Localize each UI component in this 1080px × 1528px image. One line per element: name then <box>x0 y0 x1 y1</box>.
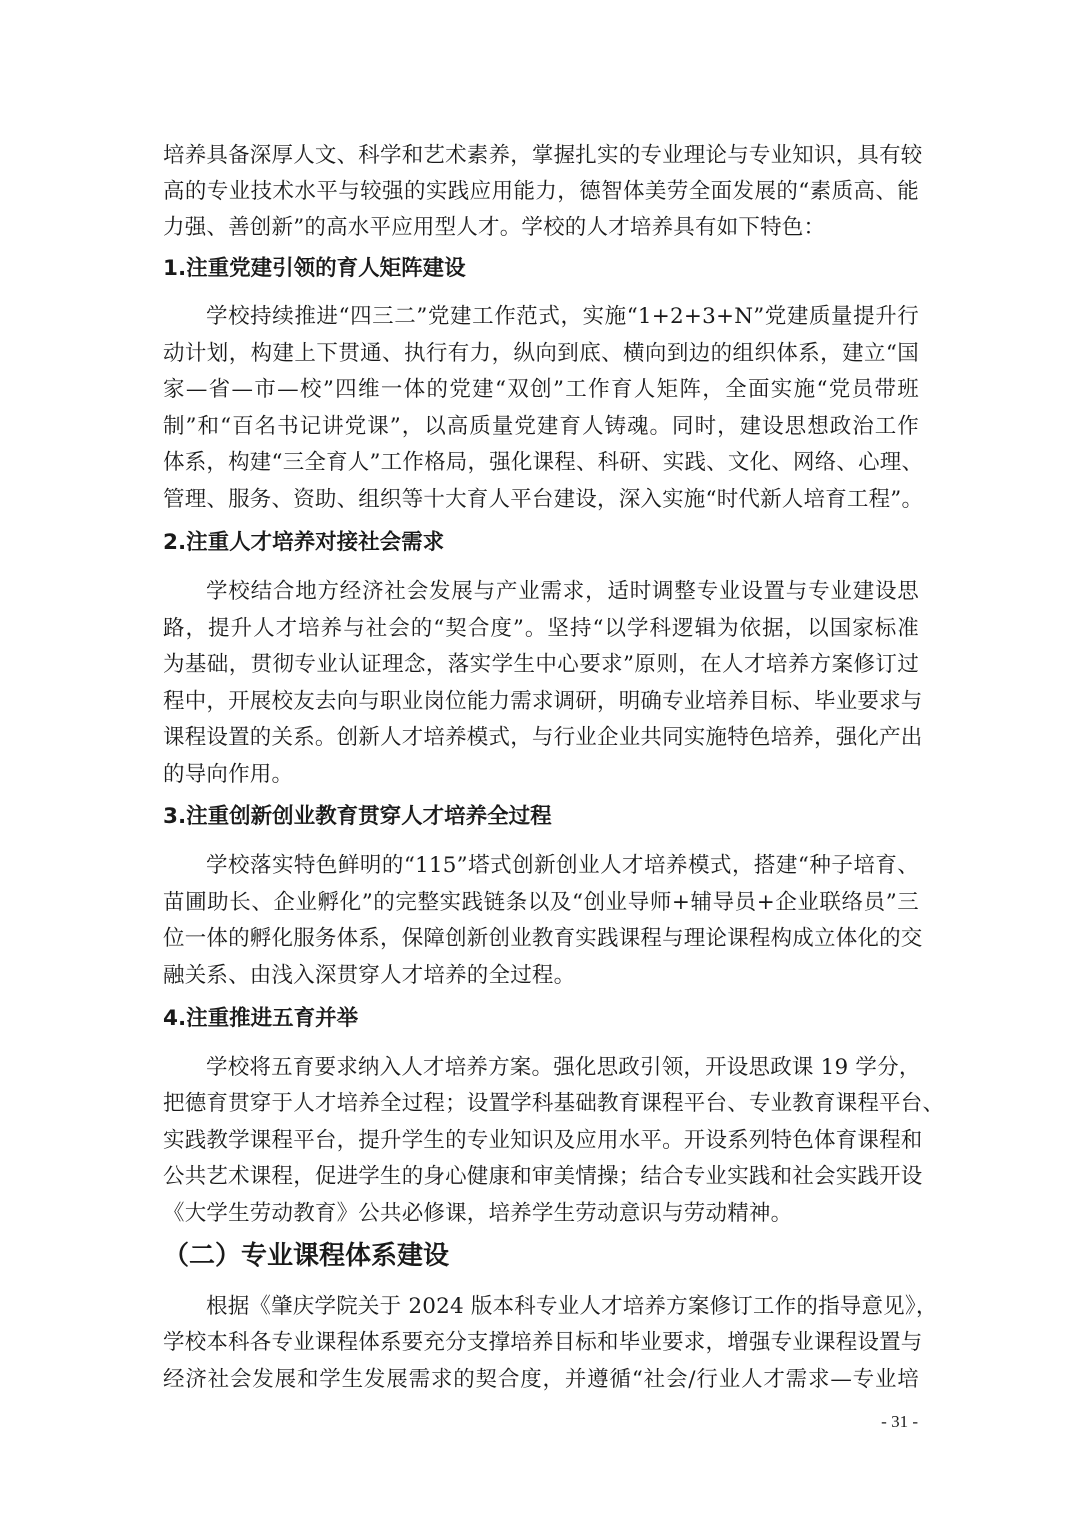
paragraph-line: 公共艺术课程，促进学生的身心健康和审美情操；结合专业实践和社会实践开设 <box>163 1164 923 1189</box>
paragraph-line: 家—省—市—校”四维一体的党建“双创”工作育人矩阵，全面实施“党员带班 <box>163 377 919 402</box>
paragraph-line: 路，提升人才培养与社会的“契合度”。坚持“以学科逻辑为依据，以国家标准 <box>163 616 919 641</box>
paragraph-line: 苗圃助长、企业孵化”的完整实践链条以及“创业导师+辅导员+企业联络员”三 <box>163 890 919 915</box>
paragraph-line: 根据《肇庆学院关于 2024 版本科专业人才培养方案修订工作的指导意见》， <box>206 1294 938 1319</box>
section-title: （二）专业课程体系建设 <box>163 1241 450 1271</box>
paragraph-line: 把德育贯穿于人才培养全过程；设置学科基础教育课程平台、专业教育课程平台、 <box>163 1091 945 1116</box>
paragraph-line: 经济社会发展和学生发展需求的契合度，并遵循“社会/行业人才需求—专业培 <box>163 1367 919 1392</box>
paragraph-line: 学校将五育要求纳入人才培养方案。强化思政引领，开设思政课 19 学分， <box>206 1055 921 1080</box>
section-heading: 4.注重推进五育并举 <box>163 1006 359 1031</box>
paragraph-line: 程中，开展校友去向与职业岗位能力需求调研，明确专业培养目标、毕业要求与 <box>163 689 923 714</box>
paragraph-line: 位一体的孵化服务体系，保障创新创业教育实践课程与理论课程构成立体化的交 <box>163 926 923 951</box>
paragraph-line: 为基础，贯彻专业认证理念，落实学生中心要求”原则，在人才培养方案修订过 <box>163 652 919 677</box>
paragraph-line: 学校本科各专业课程体系要充分支撑培养目标和毕业要求，增强专业课程设置与 <box>163 1330 923 1355</box>
paragraph-line: 高的专业技术水平与较强的实践应用能力，德智体美劳全面发展的“素质高、能 <box>163 179 919 204</box>
page-number: - 31 - <box>881 1412 918 1431</box>
paragraph-line: 的导向作用。 <box>163 762 294 787</box>
paragraph-line: 学校结合地方经济社会发展与产业需求，适时调整专业设置与专业建设思 <box>206 579 919 604</box>
paragraph-line: 体系，构建“三全育人”工作格局，强化课程、科研、实践、文化、网络、心理、 <box>163 450 924 475</box>
paragraph-line: 制”和“百名书记讲党课”，以高质量党建育人铸魂。同时，建设思想政治工作 <box>163 414 919 439</box>
paragraph-line: 动计划，构建上下贯通、执行有力，纵向到底、横向到边的组织体系，建立“国 <box>163 341 919 366</box>
paragraph-line: 《大学生劳动教育》公共必修课，培养学生劳动意识与劳动精神。 <box>163 1201 793 1226</box>
section-heading: 1.注重党建引领的育人矩阵建设 <box>163 256 466 281</box>
paragraph-line: 力强、善创新”的高水平应用型人才。学校的人才培养具有如下特色： <box>163 215 826 240</box>
paragraph-line: 实践教学课程平台，提升学生的专业知识及应用水平。开设系列特色体育课程和 <box>163 1128 923 1153</box>
section-heading: 3.注重创新创业教育贯穿人才培养全过程 <box>163 804 552 829</box>
paragraph-line: 课程设置的关系。创新人才培养模式，与行业企业共同实施特色培养，强化产出 <box>163 725 923 750</box>
paragraph-line: 学校持续推进“四三二”党建工作范式，实施“1+2+3+N”党建质量提升行 <box>206 304 919 329</box>
section-heading: 2.注重人才培养对接社会需求 <box>163 530 445 555</box>
paragraph-line: 融关系、由浅入深贯穿人才培养的全过程。 <box>163 963 576 988</box>
paragraph-line: 培养具备深厚人文、科学和艺术素养，掌握扎实的专业理论与专业知识，具有较 <box>163 143 923 168</box>
paragraph-line: 学校落实特色鲜明的“115”塔式创新创业人才培养模式，搭建“种子培育、 <box>206 853 919 878</box>
paragraph-line: 管理、服务、资助、组织等十大育人平台建设，深入实施“时代新人培育工程”。 <box>163 487 924 512</box>
